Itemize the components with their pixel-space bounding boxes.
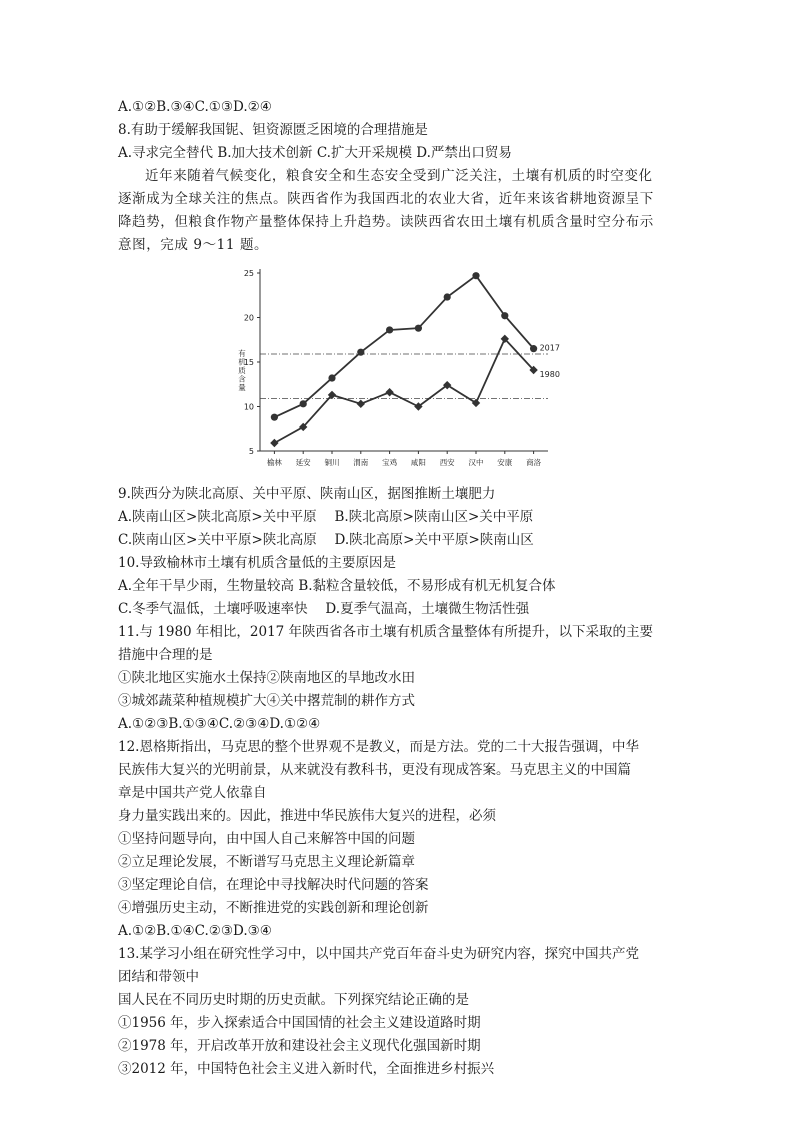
q11-items-12: ①陕北地区实施水土保持②陕南地区的旱地改水田 [118, 670, 415, 686]
q13-stem-1: 13.某学习小组在研究性学习中，以中国共产党百年奋斗史为研究内容，探究中国共产党 [118, 946, 639, 962]
x-tick-label: 宝鸡 [382, 458, 398, 467]
data-point-2017 [530, 345, 537, 352]
exam-page [118, 96, 698, 1081]
q12-item-3: ③坚定理论自信，在理论中寻找解决时代问题的答案 [118, 877, 429, 893]
y-axis-label-char: 机 [238, 357, 246, 367]
q12-item-4: ④增强历史主动，不断推进党的实践创新和理论创新 [118, 900, 429, 916]
q13-item-3: ③2012 年，中国特色社会主义进入新时代，全面推进乡村振兴 [118, 1061, 495, 1077]
q10-options-ab: A.全年干旱少雨，生物量较高 B.黏粒含量较低，不易形成有机无机复合体 [118, 578, 556, 594]
q12-options: A.①②B.①④C.②③D.③④ [118, 923, 272, 939]
x-tick-label: 西安 [439, 458, 455, 467]
questions-9-13 [118, 483, 698, 1081]
q11-stem-2: 措施中合理的是 [118, 647, 213, 663]
q11-stem-1: 11.与 1980 年相比，2017 年陕西省各市土壤有机质含量整体有所提升，以下采取的主要 [118, 624, 654, 640]
data-point-2017 [300, 400, 307, 407]
q12-stem-3: 章是中国共产党人依靠自 [118, 785, 267, 801]
q12-item-1: ①坚持问题导向，由中国人自己来解答中国的问题 [118, 831, 415, 847]
q12-item-2: ②立足理论发展，不断谱写马克思主义理论新篇章 [118, 854, 415, 870]
x-tick-label: 榆林 [266, 458, 282, 467]
y-axis-label-char: 含 [238, 374, 246, 384]
y-axis-label [238, 348, 246, 392]
x-tick-label: 咸阳 [410, 458, 426, 467]
series-label-1980: 1980 [539, 370, 560, 380]
q10-stem: 10.导致榆林市土壤有机质含量低的主要原因是 [118, 555, 396, 571]
x-tick-label: 铜川 [324, 458, 340, 467]
y-axis-label-char: 有 [238, 349, 246, 358]
y-axis-label-char: 质 [238, 366, 246, 375]
y-tick-label: 15 [243, 358, 254, 367]
data-point-2017 [328, 374, 335, 381]
q10-options-cd: C.冬季气温低，土壤呼吸速率快 D.夏季气温高，土壤微生物活性强 [118, 601, 530, 617]
q13-stem-2: 团结和带领中 [118, 969, 199, 985]
q13-item-2: ②1978 年，开启改革开放和建设社会主义现代化强国新时期 [118, 1038, 481, 1054]
q9-options-cd: C.陕南山区>关中平原>陕北高原 D.陕北高原>关中平原>陕南山区 [118, 532, 534, 548]
y-axis-label-char: 量 [238, 383, 246, 392]
x-tick-label: 渭南 [353, 458, 369, 467]
data-point-2017 [271, 414, 278, 421]
data-point-2017 [415, 325, 422, 332]
y-tick-label: 5 [248, 447, 254, 456]
y-tick-label: 10 [243, 402, 254, 412]
x-tick-label: 商洛 [526, 458, 542, 467]
q13-item-1: ①1956 年，步入探索适合中国国情的社会主义建设道路时期 [118, 1015, 481, 1031]
soil-organic-matter-chart [230, 263, 570, 481]
intro-line-4: 意图，完成 9～11 题。 [118, 237, 269, 253]
q12-stem-2: 民族伟大复兴的光明前景，从来就没有教科书，更没有现成答案。马克思主义的中国篇 [118, 762, 631, 778]
x-tick-label: 汉中 [468, 458, 484, 467]
q12-stem-4: 身力量实践出来的。因此，推进中华民族伟大复兴的进程，必须 [118, 808, 496, 824]
y-tick-label: 25 [243, 269, 254, 278]
chart-background [230, 263, 570, 481]
data-point-2017 [501, 312, 508, 319]
intro-line-3: 降趋势，但粮食作物产量整体保持上升趋势。读陕西省农田土壤有机质含量时空分布示 [118, 214, 654, 230]
data-point-2017 [386, 326, 393, 333]
q9-options-ab: A.陕南山区>陕北高原>关中平原 B.陕北高原>陕南山区>关中平原 [118, 509, 534, 525]
data-point-2017 [357, 349, 364, 356]
series-label-2017: 2017 [539, 343, 560, 353]
reading-material [118, 165, 698, 257]
q8-stem: 8.有助于缓解我国铌、钽资源匮乏困境的合理措施是 [118, 122, 428, 138]
y-tick-label: 20 [243, 313, 254, 323]
q11-options: A.①②③B.①③④C.②③④D.①②④ [118, 716, 321, 732]
q8-options: A.寻求完全替代 B.加大技术创新 C.扩大开采规模 D.严禁出口贸易 [118, 145, 512, 161]
q9-stem: 9.陕西分为陕北高原、关中平原、陕南山区，据图推断土壤肥力 [118, 486, 496, 502]
q12-stem-1: 12.恩格斯指出，马克思的整个世界观不是教义，而是方法。党的二十大报告强调，中华 [118, 739, 639, 755]
data-point-2017 [444, 293, 451, 300]
chart-svg [230, 263, 570, 481]
q11-items-34: ③城郊蔬菜种植规模扩大④关中撂荒制的耕作方式 [118, 693, 415, 709]
q7-options: A.①②B.③④C.①③D.②④ [118, 99, 272, 115]
x-tick-label: 安康 [497, 458, 513, 467]
intro-line-1: 近年来随着气候变化，粮食安全和生态安全受到广泛关注，土壤有机质的时空变化 [145, 168, 653, 184]
q13-stem-3: 国人民在不同历史时期的历史贡献。下列探究结论正确的是 [118, 992, 469, 1008]
x-tick-label: 延安 [295, 458, 311, 467]
intro-line-2: 逐渐成为全球关注的焦点。陕西省作为我国西北的农业大省，近年来该省耕地资源呈下 [118, 191, 654, 207]
data-point-2017 [472, 272, 479, 279]
